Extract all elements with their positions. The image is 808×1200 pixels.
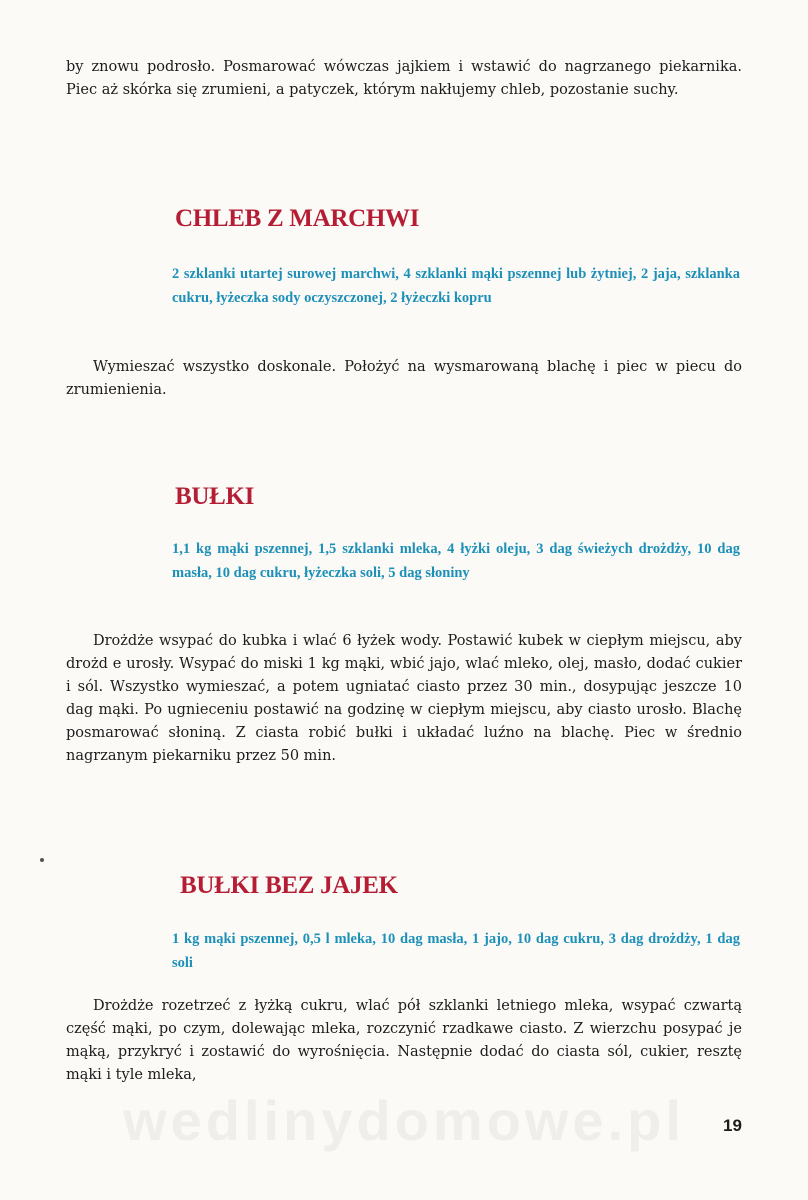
recipe-instructions-bulki-bez-jajek: Drożdże rozetrzeć z łyżką cukru, wlać pół szklanki letniego mleka, wsypać czwartą część mąki, po czym, dolewając mleka, rozczynić rzadkawe ciasto. Z wierzchu posypać je mąką, przykryć i zostawić do wyrośnięcia. Następnie dodać do ciasta sól, cukier, resztę mąki i tyle mleka, (66, 998, 742, 1083)
recipe-ingredients-chleb-z-marchwi: 2 szklanki utartej surowej marchwi, 4 szklanki mąki pszennej lub żytniej, 2 jaja, szklanka cukru, łyżeczka sody oczyszczonej, 2 łyżeczki kopru (172, 266, 740, 306)
recipe-instructions-chleb-z-marchwi: Wymieszać wszystko doskonale. Położyć na wysmarowaną blachę i piec w piecu do zrumienienia. (66, 359, 742, 398)
recipe-instructions-bulki: Drożdże wsypać do kubka i wlać 6 łyżek wody. Postawić kubek w ciepłym miejscu, aby drożd e urosły. Wsypać do miski 1 kg mąki, wbić jajo, wlać mleko, olej, masło, dodać cukier i sól. Wszystko wymieszać, a potem ugniatać ciasto przez 30 min., dosypując jeszcze 10 dag mąki. Po ugnieceniu postawić na godzinę w ciepłym miejscu, aby ciasto urosło. Blachę posmarować słoniną. Z ciasta robić bułki i układać luźno na blachę. Piec w średnio nagrzanym piekarniku przez 50 min. (66, 633, 742, 764)
recipe-ingredients-bulki-bez-jajek: 1 kg mąki pszennej, 0,5 l mleka, 10 dag masła, 1 jajo, 10 dag cukru, 3 dag drożdży, 1 dag soli (172, 931, 740, 971)
watermark: wedlinydomowe.pl (123, 1089, 685, 1152)
intro-paragraph: by znowu podrosło. Posmarować wówczas jajkiem i wstawić do nagrzanego piekarnika. Piec aż skórka się zrumieni, a patyczek, którym nakłujemy chleb, pozostanie suchy. (66, 59, 742, 98)
recipe-title-bulki: BUŁKI (175, 483, 255, 510)
recipe-title-chleb-z-marchwi: CHLEB Z MARCHWI (175, 205, 420, 232)
recipe-title-bulki-bez-jajek: BUŁKI BEZ JAJEK (180, 872, 398, 899)
page-number: 19 (723, 1116, 742, 1135)
recipe-ingredients-bulki: 1,1 kg mąki pszennej, 1,5 szklanki mleka, 4 łyżki oleju, 3 dag świeżych drożdży, 10 dag masła, 10 dag cukru, łyżeczka soli, 5 dag słoniny (172, 541, 740, 581)
print-speck (40, 858, 44, 862)
